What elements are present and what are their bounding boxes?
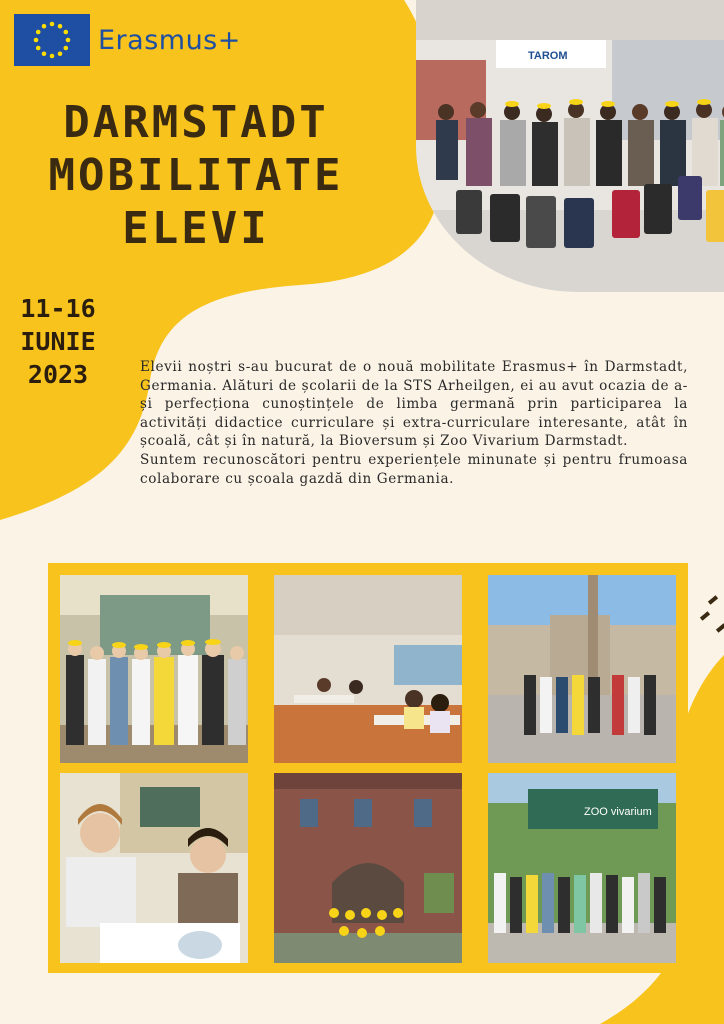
photo-school-hallway bbox=[60, 575, 248, 763]
description-text bbox=[140, 358, 688, 488]
airport-group-photo bbox=[416, 0, 724, 292]
erasmus-logo bbox=[14, 14, 241, 66]
date-month: IUNIE bbox=[20, 327, 96, 356]
title-line-1: DARMSTADT bbox=[63, 97, 329, 148]
title-line-3: ELEVI bbox=[122, 203, 270, 254]
photo-classroom bbox=[274, 575, 462, 763]
page-title bbox=[0, 96, 392, 255]
zoo-banner-text: ZOO vivarium bbox=[584, 806, 652, 818]
date-year: 2023 bbox=[27, 360, 89, 389]
description-paragraph-1: Elevii noștri s-au bucurat de o nouă mobilitate Erasmus+ în Darmstadt, Germania. Alături de școlarii de la STS Arheilgen, ei au avut ocazia de a-și perfecționa cunoștințele de limba germană prin participarea la activități didactice curriculare și extra-curriculare interesante, atât în școală, cât și în natură, la Bioversum și Zoo Vivarium Darmstadt. bbox=[140, 359, 688, 450]
photo-students-writing bbox=[60, 773, 248, 963]
erasmus-wordmark: Erasmus+ bbox=[98, 24, 241, 56]
title-line-2: MOBILITATE bbox=[48, 150, 344, 201]
eu-flag-icon bbox=[14, 14, 90, 66]
photo-stone-building bbox=[274, 773, 462, 963]
photo-zoo-vivarium bbox=[488, 773, 676, 963]
description-paragraph-2: Suntem recunoscători pentru experiențele minunate și pentru frumoasa colaborare cu școala gazdă din Germania. bbox=[140, 451, 688, 487]
tarom-sign-text: TAROM bbox=[528, 50, 568, 62]
date-days: 11-16 bbox=[20, 294, 96, 323]
photo-darmstadt-square bbox=[488, 575, 676, 763]
photo-grid bbox=[48, 563, 688, 973]
event-dates bbox=[4, 292, 112, 391]
